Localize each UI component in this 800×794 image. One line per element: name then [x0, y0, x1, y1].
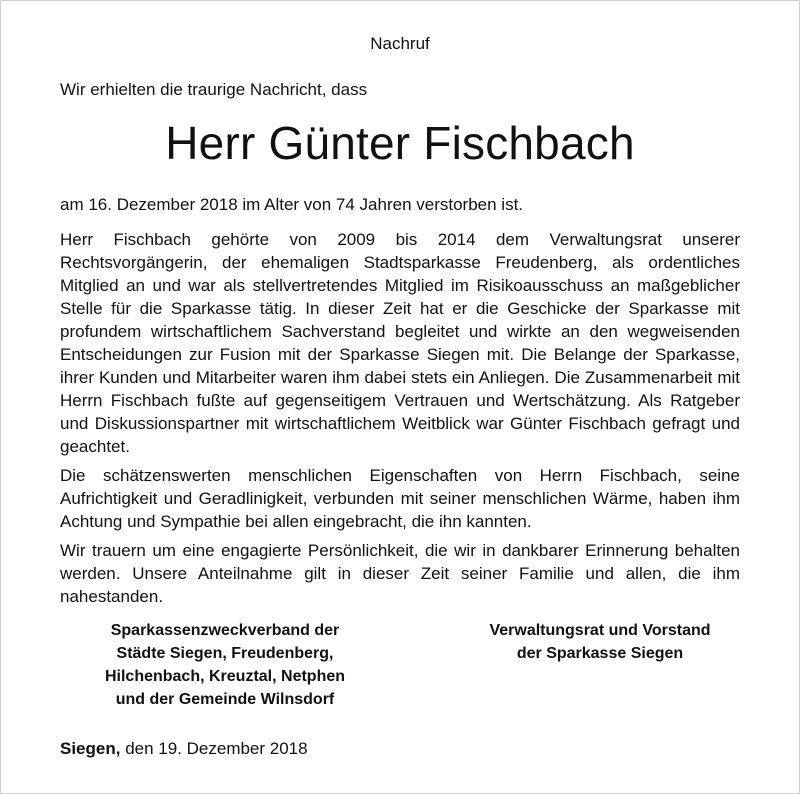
paragraph-2: Die schätzenswerten menschlichen Eigenschaften von Herrn Fischbach, seine Aufrichtigkeit und Geradlinigkeit, verbunden mit seiner menschlichen Wärme, haben ihm Achtung und Sympathie bei allen eingebracht, die ihn kannten. [60, 466, 740, 531]
signature-right-line: Verwaltungsrat und Vorstand [489, 622, 711, 639]
heading: Nachruf [370, 34, 430, 53]
deceased-name: Herr Günter Fischbach [165, 117, 635, 169]
place-date-line [60, 739, 308, 759]
intro-line: Wir erhielten die traurige Nachricht, dass [60, 80, 368, 99]
place-name: Siegen, [60, 739, 121, 758]
obituary-body [60, 228, 740, 614]
signature-right [430, 619, 770, 665]
signature-left-line: Städte Siegen, Freudenberg, [116, 645, 334, 662]
signature-left-line: und der Gemeinde Wilnsdorf [115, 691, 335, 708]
paragraph-1: Herr Fischbach gehörte von 2009 bis 2014 dem Verwaltungsrat unserer Rechtsvorgängerin, der ehemaligen Stadtsparkasse Freudenberg, als ordentliches Mitglied an und war als stellvertretendes Mitglied im Risikoausschuss an maßgeblicher Stelle für die Sparkasse tätig. In dieser Zeit hat er die Geschicke der Sparkasse mit profundem wirtschaftlichem Sachverstand begleitet und wirkte an den wegweisenden Entscheidungen zur Fusion mit der Sparkasse Siegen mit. Die Belange der Sparkasse, ihrer Kunden und Mitarbeiter waren ihm dabei stets ein Anliegen. Die Zusammenarbeit mit Herrn Fischbach fußte auf gegenseitigem Vertrauen und Wertschätzung. Als Ratgeber und Diskussionspartner mit wirtschaftlichem Weitblick war Günter Fischbach gefragt und geachtet. [60, 230, 740, 456]
signature-left-line: Hilchenbach, Kreuztal, Netphen [104, 668, 346, 685]
death-date-line: am 16. Dezember 2018 im Alter von 74 Jahren verstorben ist. [60, 195, 524, 214]
date-text: den 19. Dezember 2018 [120, 739, 308, 758]
signature-right-line: der Sparkasse Siegen [516, 645, 684, 662]
paragraph-3: Wir trauern um eine engagierte Persönlichkeit, die wir in dankbarer Erinnerung behalten werden. Unsere Anteilnahme gilt in dieser Zeit seiner Familie und allen, die ihm nahestanden. [60, 541, 740, 606]
signature-left [60, 619, 390, 711]
signature-left-line: Sparkassenzweckverband der [110, 622, 340, 639]
